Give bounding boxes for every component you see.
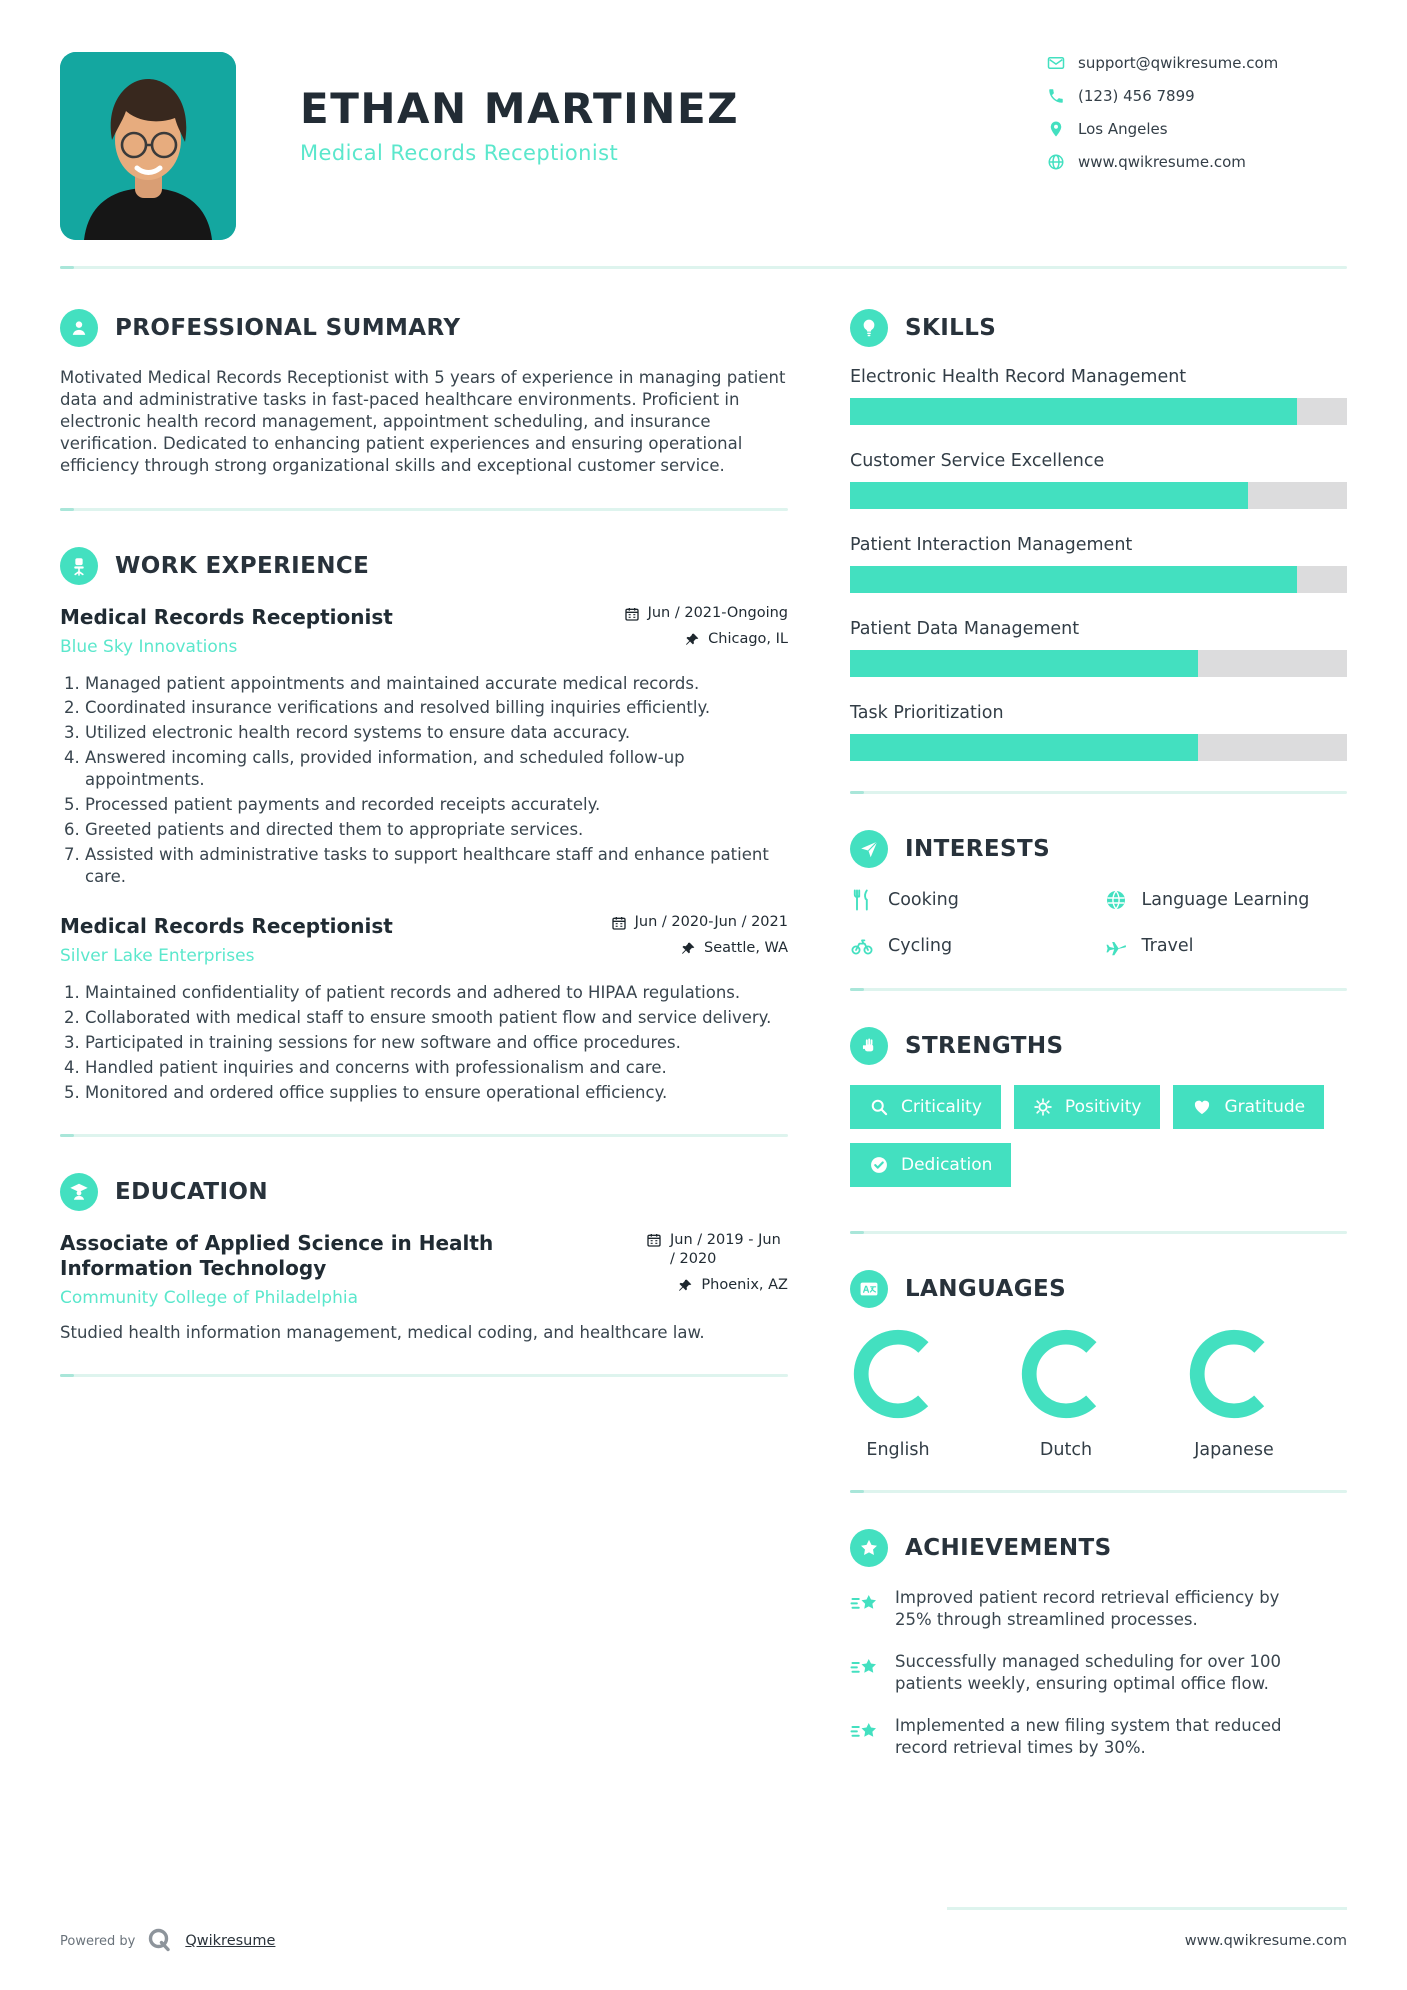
section-interests (850, 830, 1347, 958)
interests-heading: INTERESTS (905, 836, 1051, 862)
skill-bar-fill (850, 734, 1198, 761)
achievement-text: Implemented a new filing system that reduced record retrieval times by 30%. (895, 1715, 1282, 1757)
skill-name: Electronic Health Record Management (850, 367, 1187, 387)
achievement-item (850, 1715, 1347, 1759)
skill-bar (850, 734, 1347, 761)
education-dates: Jun / 2019 - Jun / 2020 (670, 1231, 781, 1267)
education-heading: EDUCATION (115, 1178, 269, 1205)
skill-bar-fill (850, 650, 1198, 677)
check-circle-icon (869, 1155, 889, 1175)
pushpin-icon (680, 941, 696, 957)
profile-photo-illustration (60, 52, 236, 240)
section-strengths (850, 1027, 1347, 1201)
interest-label: Cooking (888, 890, 959, 910)
section-divider (60, 1374, 788, 1377)
graduate-icon (60, 1173, 98, 1211)
job-bullet: 1. Maintained confidentiality of patient records and adhered to HIPAA regulations. (85, 982, 788, 1004)
heart-icon (1192, 1097, 1212, 1117)
job-location-row (611, 940, 788, 957)
interest-item (1104, 934, 1348, 958)
calendar-icon (646, 1232, 662, 1248)
interest-label: Language Learning (1141, 890, 1310, 910)
job-dates-row (611, 914, 788, 931)
utensils-icon (850, 888, 874, 912)
skill-name: Patient Interaction Management (850, 535, 1133, 555)
skill-name: Customer Service Excellence (850, 451, 1105, 471)
airplane-icon (1104, 934, 1128, 958)
job-location-row (624, 631, 788, 648)
calendar-icon (611, 915, 627, 931)
header-divider (60, 266, 1347, 269)
language-level-ring (1188, 1328, 1280, 1420)
section-divider (60, 1134, 788, 1137)
person-job-title: Medical Records Receptionist (300, 141, 619, 165)
section-languages (850, 1270, 1347, 1460)
lightbulb-icon (850, 309, 888, 347)
phone-icon (1047, 87, 1065, 105)
section-divider (850, 1490, 1347, 1493)
section-divider (850, 791, 1347, 794)
contact-website-row (1047, 153, 1347, 171)
skill-item (850, 619, 1347, 677)
education-location-row (646, 1277, 788, 1294)
languages-heading: LANGUAGES (905, 1276, 1067, 1302)
person-name: ETHAN MARTINEZ (300, 84, 740, 133)
job-bullet: 1. Managed patient appointments and maintained accurate medical records. (85, 673, 788, 695)
school-name: Community College of Philadelphia (60, 1287, 358, 1308)
achievement-text: Improved patient record retrieval efficiency by 25% through streamlined processes. (895, 1588, 1280, 1629)
qwikresume-logo (145, 1926, 175, 1956)
contact-email-row (1047, 54, 1347, 72)
skills-heading: SKILLS (905, 315, 997, 341)
right-column (850, 309, 1347, 1779)
section-work-experience (60, 547, 788, 1104)
section-divider (60, 508, 788, 511)
contact-location-row (1047, 120, 1347, 138)
language-level-ring (1020, 1328, 1112, 1420)
shooting-star-icon (850, 1653, 880, 1683)
work-heading: WORK EXPERIENCE (115, 552, 370, 579)
shooting-star-icon (850, 1589, 880, 1619)
job-bullet: 2. Coordinated insurance verifications and resolved billing inquiries efficiently. (85, 697, 788, 719)
strength-label: Dedication (901, 1155, 993, 1175)
job-dates: Jun / 2020-Jun / 2021 (634, 913, 788, 930)
strength-label: Criticality (901, 1097, 982, 1117)
globe-icon (1047, 153, 1065, 171)
language-level-ring (852, 1328, 944, 1420)
identity-block (300, 84, 739, 165)
strengths-heading: STRENGTHS (905, 1033, 1064, 1059)
footer (60, 1897, 1347, 1956)
job-bullet: 3. Participated in training sessions for new software and office procedures. (85, 1032, 788, 1054)
strength-badge (1173, 1085, 1324, 1129)
contact-list (1047, 54, 1347, 186)
education-description: Studied health information management, medical coding, and healthcare law. (60, 1322, 705, 1342)
strength-label: Positivity (1064, 1097, 1142, 1117)
strength-badge (1014, 1085, 1161, 1129)
job-bullet: 5. Monitored and ordered office supplies to ensure operational efficiency. (85, 1082, 788, 1104)
job-bullet: 5. Processed patient payments and recorded receipts accurately. (85, 794, 788, 816)
summary-text: Motivated Medical Records Receptionist with 5 years of experience in managing patient data and administrative tasks in fast-paced healthcare environments. Proficient in electronic health record management, appointment scheduling, and insurance verification. Dedicated to enhancing patient experiences and ensuring operational efficiency through strong organizational skills and exceptional customer service. (60, 368, 786, 476)
calendar-icon (624, 606, 640, 622)
user-icon (60, 309, 98, 347)
achievement-item (850, 1651, 1347, 1695)
translate-card-icon (850, 1270, 888, 1308)
interest-item (850, 888, 1094, 912)
interest-label: Cycling (888, 936, 953, 956)
skill-bar-fill (850, 482, 1248, 509)
job-bullet-list (60, 982, 788, 1104)
skill-item (850, 451, 1347, 509)
section-professional-summary (60, 309, 788, 478)
job-dates-row (624, 605, 788, 622)
job-company: Silver Lake Enterprises (60, 945, 255, 966)
job-bullet: 4. Answered incoming calls, provided information, and scheduled follow-up appointments. (85, 747, 788, 791)
education-dates-row (646, 1231, 788, 1269)
achievements-heading: ACHIEVEMENTS (905, 1535, 1112, 1561)
pushpin-icon (677, 1278, 693, 1294)
job-bullet: 2. Collaborated with medical staff to ensure smooth patient flow and service delivery. (85, 1007, 788, 1029)
job-title: Medical Records Receptionist (60, 604, 393, 629)
shooting-star-icon (850, 1717, 880, 1747)
section-divider (850, 988, 1347, 991)
achievement-item (850, 1587, 1347, 1631)
skill-name: Patient Data Management (850, 619, 1080, 639)
office-chair-icon (60, 547, 98, 585)
contact-email: support@qwikresume.com (1078, 54, 1279, 72)
language-label: English (866, 1440, 930, 1460)
location-pin-icon (1047, 120, 1065, 138)
strength-label: Gratitude (1224, 1097, 1306, 1117)
skill-bar (850, 650, 1347, 677)
skill-bar (850, 566, 1347, 593)
job-bullet-list (60, 673, 788, 888)
skill-bar (850, 482, 1347, 509)
contact-phone-row (1047, 87, 1347, 105)
paper-plane-icon (850, 830, 888, 868)
interest-item (850, 934, 1094, 958)
skill-item (850, 535, 1347, 593)
bicycle-icon (850, 934, 874, 958)
contact-phone: (123) 456 7899 (1078, 87, 1195, 105)
section-skills (850, 309, 1347, 761)
strength-badge (850, 1085, 1001, 1129)
section-divider (850, 1231, 1347, 1234)
footer-website-link[interactable]: www.qwikresume.com (1184, 1933, 1347, 1949)
job-dates: Jun / 2021-Ongoing (647, 604, 788, 621)
section-achievements (850, 1529, 1347, 1759)
achievement-text: Successfully managed scheduling for over 100 patients weekly, ensuring optimal office flow. (895, 1651, 1281, 1693)
job-bullet: 3. Utilized electronic health record systems to ensure data accuracy. (85, 722, 788, 744)
content-columns (60, 309, 1347, 1897)
section-education (60, 1173, 788, 1344)
strength-badge (850, 1143, 1011, 1187)
magnifier-icon (869, 1097, 889, 1117)
left-column (60, 309, 788, 1413)
skill-item (850, 367, 1347, 425)
powered-by-block (60, 1926, 275, 1956)
contact-website: www.qwikresume.com (1078, 153, 1246, 171)
language-item (1186, 1328, 1282, 1460)
skill-name: Task Prioritization (850, 703, 1004, 723)
skill-bar (850, 398, 1347, 425)
language-item (1018, 1328, 1114, 1460)
pushpin-icon (684, 632, 700, 648)
education-location: Phoenix, AZ (701, 1277, 788, 1294)
job-location: Seattle, WA (703, 939, 788, 956)
footer-divider (947, 1907, 1347, 1910)
contact-location: Los Angeles (1078, 120, 1168, 138)
job-location: Chicago, IL (708, 630, 788, 647)
globe-icon (1104, 888, 1128, 912)
interest-item (1104, 888, 1348, 912)
summary-heading: PROFESSIONAL SUMMARY (115, 315, 461, 341)
profile-photo (60, 52, 236, 240)
degree-title: Associate of Applied Science in Health Information Technology (60, 1230, 494, 1280)
header (60, 52, 1347, 240)
job-bullet: 6. Greeted patients and directed them to appropriate services. (85, 819, 788, 841)
skill-item (850, 703, 1347, 761)
education-entry (60, 1231, 788, 1344)
star-icon (850, 1529, 888, 1567)
job-bullet: 4. Handled patient inquiries and concerns with professionalism and care. (85, 1057, 788, 1079)
job-entry (60, 605, 788, 888)
language-item (850, 1328, 946, 1460)
powered-by-label: Powered by (60, 1933, 136, 1949)
language-label: Japanese (1194, 1440, 1274, 1460)
mail-icon (1047, 54, 1065, 72)
skill-bar-fill (850, 566, 1297, 593)
job-entry (60, 914, 788, 1104)
language-label: Dutch (1039, 1440, 1093, 1460)
skill-bar-fill (850, 398, 1297, 425)
fist-icon (850, 1027, 888, 1065)
interest-label: Travel (1141, 936, 1194, 956)
job-bullet: 7. Assisted with administrative tasks to support healthcare staff and enhance patient care. (85, 844, 788, 888)
job-company: Blue Sky Innovations (60, 636, 238, 657)
qwikresume-link[interactable]: Qwikresume (185, 1933, 276, 1949)
sun-icon (1033, 1097, 1053, 1117)
job-title: Medical Records Receptionist (60, 913, 393, 938)
